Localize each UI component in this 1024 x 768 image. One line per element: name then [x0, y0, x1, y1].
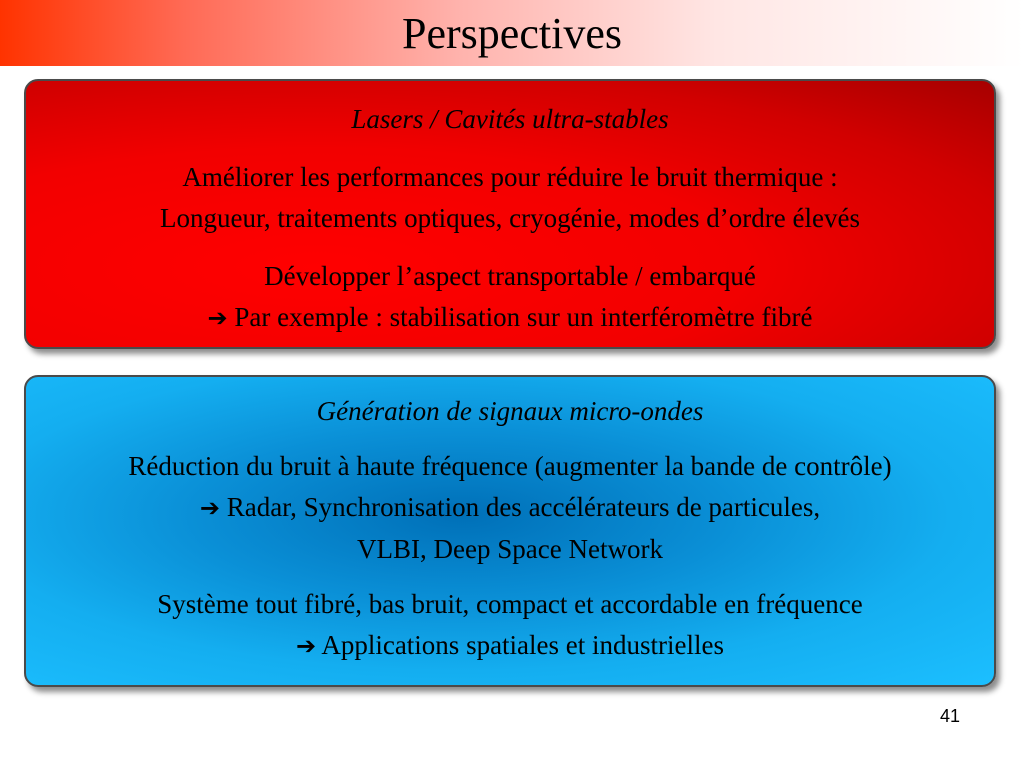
microwave-noise-line: Réduction du bruit à haute fréquence (augmenter la bande de contrôle) [128, 451, 892, 481]
lasers-example-line [26, 297, 994, 339]
lasers-performance-detail: Longueur, traitements optiques, cryogénie, modes d’ordre élevés [160, 203, 860, 233]
lasers-paragraph-transportable [26, 256, 994, 339]
microwave-box [24, 375, 996, 687]
microwave-paragraph-noise [26, 446, 994, 570]
lasers-example-text: Par exemple : stabilisation sur un interféromètre fibré [227, 302, 813, 332]
slide-title: Perspectives [402, 9, 622, 58]
microwave-applications-line [26, 625, 994, 667]
microwave-radar-line [26, 487, 994, 529]
lasers-transportable-line: Développer l’aspect transportable / embarqué [264, 261, 756, 291]
page-number: 41 [939, 706, 960, 726]
arrow-right-icon: ➔ [199, 494, 220, 522]
microwave-heading: Génération de signaux micro-ondes [316, 396, 704, 426]
arrow-right-icon: ➔ [295, 632, 317, 660]
microwave-paragraph-system [26, 584, 994, 667]
arrow-right-icon: ➔ [207, 304, 228, 332]
lasers-performance-line: Améliorer les performances pour réduire le bruit thermique : [182, 162, 838, 192]
microwave-applications-text: Applications spatiales et industrielles [316, 630, 725, 660]
lasers-box [24, 79, 996, 349]
microwave-radar-text: Radar, Synchronisation des accélérateurs de particules, [219, 492, 821, 522]
lasers-paragraph-performance [26, 157, 994, 239]
microwave-vlbi-line: VLBI, Deep Space Network [357, 534, 663, 564]
lasers-heading: Lasers / Cavités ultra-stables [351, 104, 669, 134]
microwave-system-line: Système tout fibré, bas bruit, compact et accordable en fréquence [157, 589, 863, 619]
